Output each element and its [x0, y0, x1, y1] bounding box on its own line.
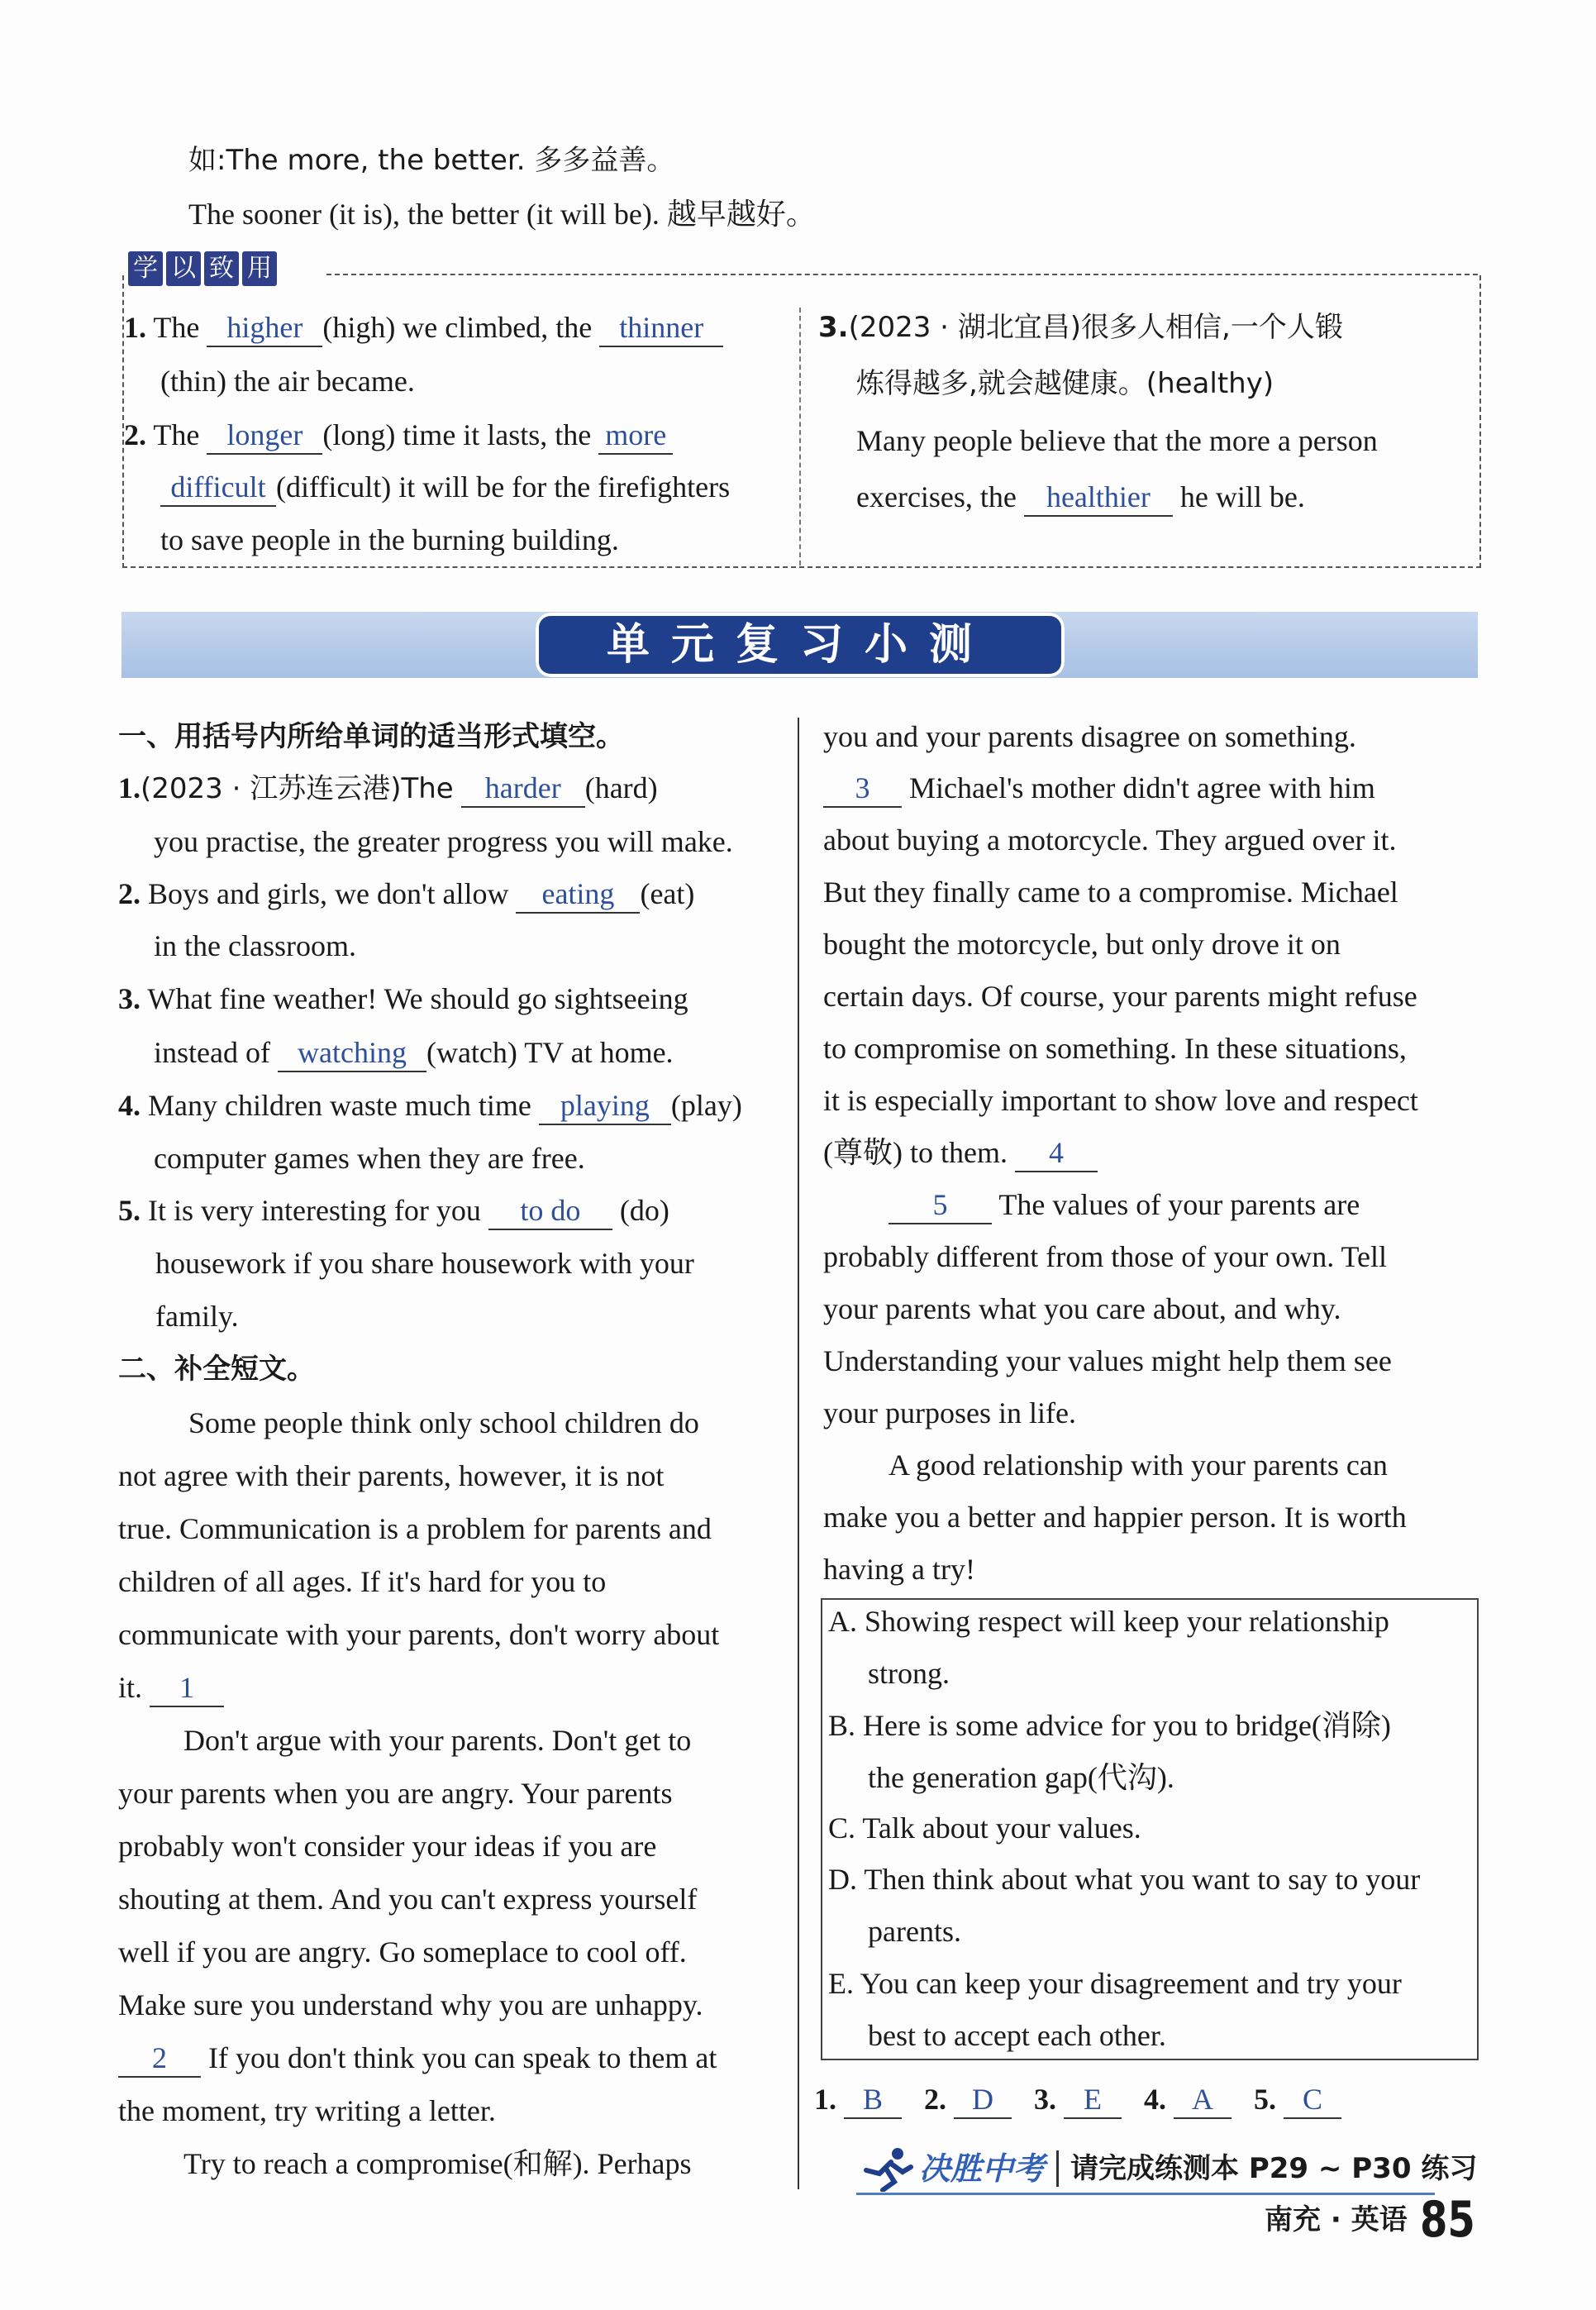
answer-blank: to do — [488, 1192, 612, 1230]
s1-q1-line2: you practise, the greater progress you will make. — [154, 825, 733, 858]
footer-logo-text: 决胜中考 — [919, 2150, 1046, 2187]
answer-blank: playing — [539, 1087, 671, 1125]
page-number: 85 — [1420, 2191, 1475, 2249]
passage-blank: 1 — [150, 1669, 224, 1707]
answer-blank: E — [1064, 2081, 1122, 2119]
passage-line: shouting at them. And you can't express yourself — [118, 1883, 698, 1916]
answer-row: 1. B 2. D 3. E 4. A 5. C — [814, 2074, 1341, 2126]
passage-line: make you a better and happier person. It is worth — [823, 1501, 1407, 1534]
runner-icon — [858, 2145, 916, 2192]
tag-char: 以 — [166, 251, 201, 286]
passage-line: about buying a motorcycle. They argued over it. — [823, 823, 1397, 857]
answer-blank: D — [954, 2081, 1012, 2119]
s1-q1-line1: 1.(2023 · 江苏连云港)The harder (hard) — [118, 762, 658, 815]
passage-blank: 2 — [118, 2040, 201, 2078]
passage-line: probably different from those of your own. Tell — [823, 1240, 1387, 1273]
passage-line: Understanding your values might help them see — [823, 1344, 1392, 1377]
s1-q2-line1: 2. Boys and girls, we don't allow eating (eat) — [118, 868, 694, 920]
option-d: D. Then think about what you want to say to your — [828, 1863, 1421, 1896]
passage-line: certain days. Of course, your parents might refuse — [823, 980, 1417, 1013]
passage-blank: 5 — [889, 1186, 992, 1224]
answer-blank: watching — [278, 1034, 426, 1072]
passage-line: not agree with their parents, however, it is not — [118, 1459, 665, 1492]
passage-blank: 3 — [823, 770, 902, 808]
passage-line: your parents what you care about, and why. — [823, 1292, 1341, 1325]
practice-q2-line3: to save people in the burning building. — [160, 523, 619, 556]
passage-blank: 4 — [1015, 1134, 1098, 1172]
section2-title: 二、补全短文。 — [118, 1353, 315, 1386]
passage-line: probably won't consider your ideas if you are — [118, 1830, 657, 1863]
practice-q3-line4: exercises, the healthier he will be. — [856, 471, 1305, 523]
intro-line-2: The sooner (it is), the better (it will be). 越早越好。 — [188, 198, 816, 231]
passage-line: having a try! — [823, 1553, 975, 1586]
answer-blank: healthier — [1024, 479, 1173, 517]
practice-q1-line2: (thin) the air became. — [160, 365, 415, 398]
option-c: C. Talk about your values. — [828, 1811, 1141, 1845]
passage-line: it is especially important to show love and respect — [823, 1084, 1418, 1117]
passage-line: Make sure you understand why you are unhappy. — [118, 1988, 703, 2021]
passage-line: (尊敬) to them. 4 — [823, 1127, 1098, 1179]
s1-q5-line2: housework if you share housework with your — [155, 1247, 694, 1280]
answer-blank: more — [598, 417, 673, 455]
s1-q5-line3: family. — [155, 1300, 239, 1333]
answer-blank: C — [1284, 2081, 1341, 2119]
practice-q1-line1: 1. The higher (high) we climbed, the thinner — [124, 302, 723, 354]
option-a: A. Showing respect will keep your relationship — [828, 1605, 1389, 1638]
s1-q3-line2: instead of watching (watch) TV at home. — [154, 1027, 674, 1079]
section1-title: 一、用括号内所给单词的适当形式填空。 — [118, 720, 624, 753]
s1-q2-line2: in the classroom. — [154, 929, 356, 962]
s1-q5-line1: 5. It is very interesting for you to do (do) — [118, 1185, 669, 1237]
passage-line: But they finally came to a compromise. Michael — [823, 876, 1398, 909]
s1-q4-line1: 4. Many children waste much time playing (play) — [118, 1080, 742, 1132]
s1-q3-line1: 3. What fine weather! We should go sightseeing — [118, 982, 688, 1015]
passage-line: A good relationship with your parents can — [889, 1449, 1388, 1482]
practice-q3-line1: 3.(2023 · 湖北宜昌)很多人相信,一个人锻 — [818, 311, 1343, 344]
passage-line: 5 The values of your parents are — [889, 1179, 1360, 1231]
practice-q2-line1: 2. The longer (long) time it lasts, the more — [124, 409, 673, 461]
intro-line-1: 如:The more, the better. 多多益善。 — [188, 144, 675, 177]
answer-blank: harder — [461, 770, 585, 808]
footer-region: 南充 · 英语 — [1265, 2203, 1408, 2236]
s1-q4-line2: computer games when they are free. — [154, 1142, 585, 1175]
tag-char: 用 — [242, 251, 277, 286]
answer-blank: eating — [516, 876, 640, 914]
footer-separator — [1056, 2150, 1059, 2187]
passage-line: the moment, try writing a letter. — [118, 2094, 496, 2127]
answer-blank: B — [844, 2081, 902, 2119]
passage-line: it. 1 — [118, 1662, 224, 1714]
option-b: B. Here is some advice for you to bridge(消除) — [828, 1709, 1391, 1742]
option-a-cont: strong. — [868, 1657, 950, 1690]
passage-line: 3 Michael's mother didn't agree with him — [823, 762, 1375, 814]
column-divider — [798, 718, 799, 2189]
passage-line: true. Communication is a problem for parents and — [118, 1512, 712, 1545]
passage-line: communicate with your parents, don't worry about — [118, 1618, 720, 1651]
option-b-cont: the generation gap(代沟). — [868, 1761, 1174, 1794]
answer-blank: A — [1174, 2081, 1232, 2119]
passage-line: well if you are angry. Go someplace to cool off. — [118, 1935, 687, 1969]
answer-blank: thinner — [599, 309, 723, 347]
practice-q2-line2: difficult (difficult) it will be for the firefighters — [160, 461, 730, 513]
practice-q3-line2: 炼得越多,就会越健康。(healthy) — [856, 367, 1274, 400]
footer-logo-group — [858, 2145, 1477, 2192]
passage-line: bought the motorcycle, but only drove it on — [823, 928, 1341, 961]
practice-divider — [799, 308, 801, 566]
footer-note: 请完成练测本 P29 ~ P30 练习 — [1070, 2152, 1478, 2185]
answer-blank: longer — [207, 417, 322, 455]
answer-blank: difficult — [160, 469, 276, 507]
passage-line: Don't argue with your parents. Don't get to — [183, 1724, 692, 1757]
option-e: E. You can keep your disagreement and try your — [828, 1967, 1402, 2000]
tag-char: 学 — [128, 251, 163, 286]
tag-char: 致 — [204, 251, 239, 286]
banner-title: 单元复习小测 — [536, 613, 1065, 677]
practice-q3-line3: Many people believe that the more a person — [856, 424, 1378, 457]
passage-line: to compromise on something. In these situations, — [823, 1032, 1407, 1065]
option-e-cont: best to accept each other. — [868, 2019, 1166, 2052]
passage-line: your parents when you are angry. Your parents — [118, 1777, 673, 1810]
passage-line: your purposes in life. — [823, 1396, 1076, 1429]
option-d-cont: parents. — [868, 1915, 961, 1948]
passage-line: children of all ages. If it's hard for you to — [118, 1565, 607, 1598]
passage-line: Try to reach a compromise(和解). Perhaps — [183, 2147, 692, 2180]
footer-rule — [856, 2193, 1435, 2195]
passage-line: 2 If you don't think you can speak to them at — [118, 2032, 717, 2084]
passage-line: Some people think only school children do — [188, 1406, 699, 1439]
answer-blank: higher — [207, 309, 322, 347]
passage-line: you and your parents disagree on something. — [823, 720, 1356, 753]
